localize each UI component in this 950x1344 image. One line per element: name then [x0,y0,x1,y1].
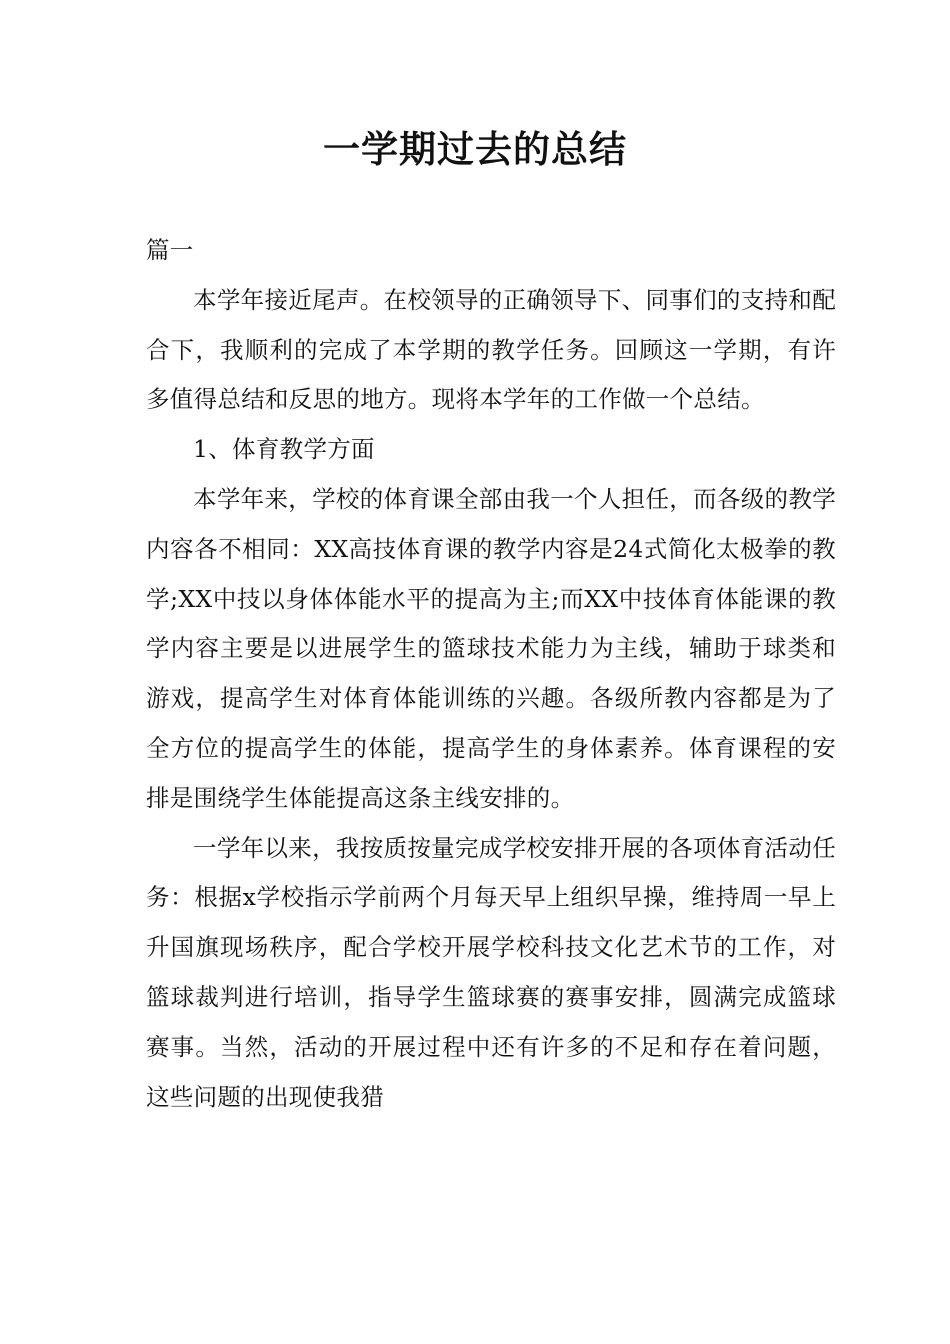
document-body [146,226,836,1122]
section-heading: 篇一 [146,236,194,264]
document-title: 一学期过去的总结 [323,128,627,171]
paragraph-teaching-content: 本学年来，学校的体育课全部由我一个人担任，而各级的教学内容各不相同：XX高技体育课的教学内容是24式简化太极拳的教学;XX中技以身体体能水平的提高为主;而XX中技体育体能课的教学内容主要是以进展学生的篮球技术能力为主线，辅助于球类和游戏，提高学生对体育体能训练的兴趣。各级所教内容都是为了全方位的提高学生的体能，提高学生的身体素养。体育课程的安排是围绕学生体能提高这条主线安排的。 [146,484,836,812]
subheading-pe-teaching: 1、体育教学方面 [193,435,375,464]
paragraph-intro: 本学年接近尾声。在校领导的正确领导下、同事们的支持和配合下，我顺利的完成了本学期的教学任务。回顾这一学期，有许多值得总结和反思的地方。现将本学年的工作做一个总结。 [146,285,836,414]
paragraph-activities: 一学年以来，我按质按量完成学校安排开展的各项体育活动任务：根据x学校指示学前两个月每天早上组织早操，维持周一早上升国旗现场秩序，配合学校开展学校科技文化艺术节的工作，对篮球裁判进行培训，指导学生篮球赛的赛事安排，圆满完成篮球赛事。当然，活动的开展过程中还有许多的不足和存在着问题，这些问题的出现使我猎 [146,833,836,1111]
